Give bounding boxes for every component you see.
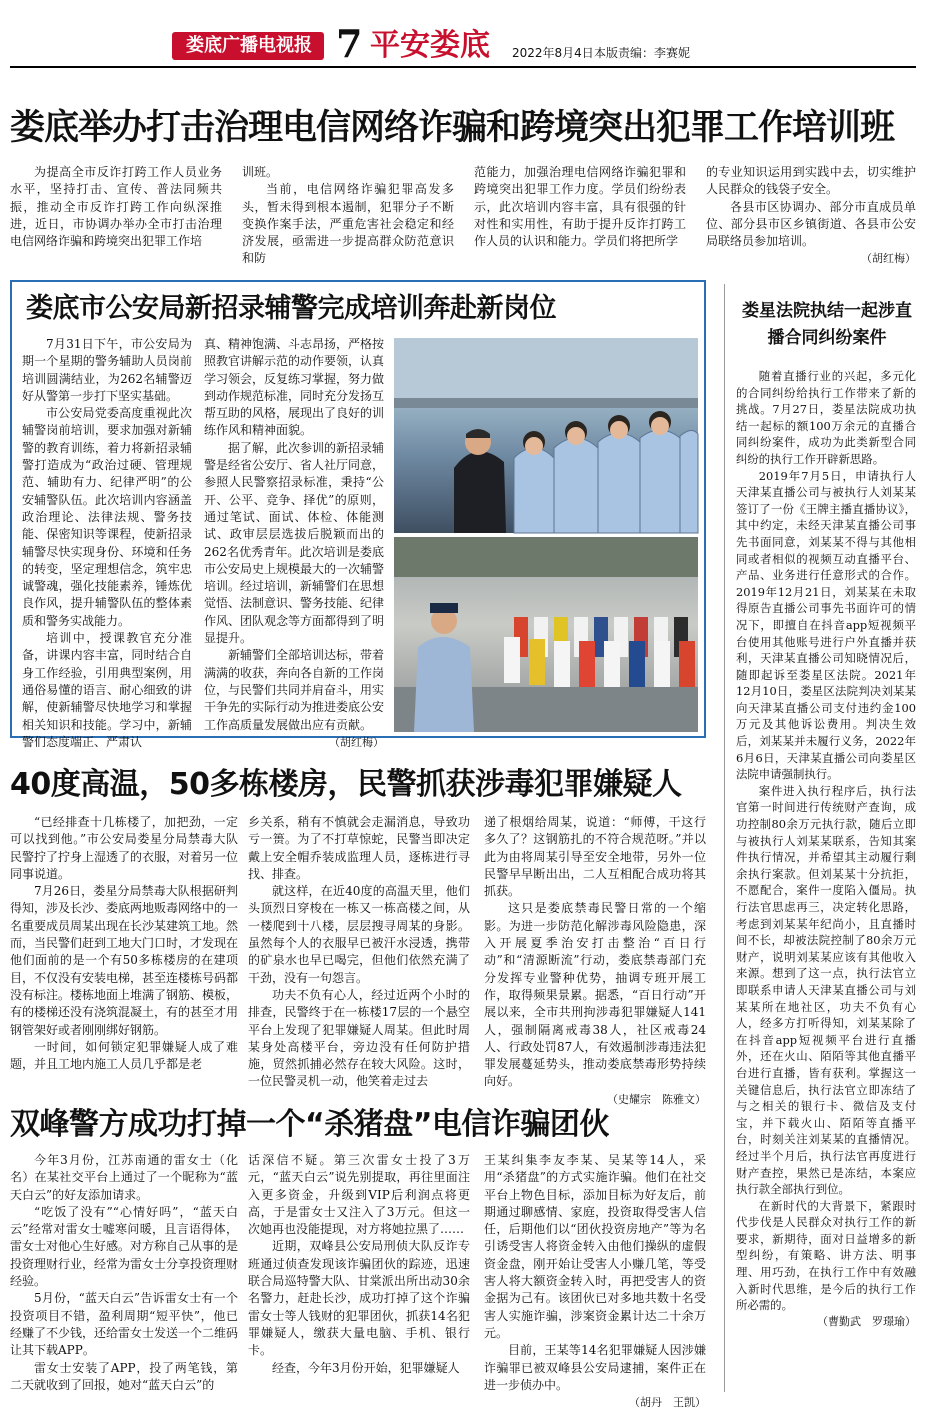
- article4-title: 双峰警方成功打掉一个“杀猪盘”电信诈骗团伙: [10, 1107, 609, 1142]
- article1-col2: 训班。 当前，电信网络诈骗犯罪高发多头，暂未得到根本遏制，犯罪分子不断变换作案手法，严重危害社会稳定和经济发展，亟需进一步提高群众防范意识和防: [242, 165, 454, 266]
- article1-title: 娄底举办打击治理电信网络诈骗和跨境突出犯罪工作培训班: [10, 108, 895, 148]
- masthead: [0, 0, 926, 70]
- formation-photo: [394, 537, 698, 732]
- article3-author: （史耀宗 陈雅文）: [607, 1092, 706, 1106]
- article1-col1: 为提高全市反诈打跨工作人员业务水平，坚持打击、宣传、普法同频共振，推动全市反诈打跨工作向纵深推进，近日，市协调办举办全市打击治理电信网络诈骗和跨境突出犯罪工作培: [10, 165, 222, 249]
- training-class-photo: [394, 338, 698, 533]
- article3-title: 40度高温，50多栋楼房，民警抓获涉毒犯罪嫌疑人: [10, 767, 682, 802]
- masthead-rule: [10, 66, 916, 68]
- page-number: 7: [336, 21, 363, 66]
- article2-col2: 真、精神饱满、斗志昂扬，严格按照教官讲解示范的动作要领，认真学习领会，反复练习掌握，努力做到动作规范标准，同时充分发扬互帮互助的风格，展现出了良好的训练作风和精神面貌。 据了解，此次参训的新招录辅警是经省公安厅、省人社厅同意，参照人民警察招录标准，秉持“公开、公平、竞争、择优”的原则，通过笔试、面试、体检、体能测试、政审层层选拔后脱颖而出的262名优秀青年。此次培训是娄底市公安局史上规模最大的一次辅警培训。经过培训，新辅警们在思想觉悟、法制意识、警务技能、纪律作风、团队观念等方面都得到了明显提升。 新辅警们全部培训达标，带着满满的收获，奔向各自新的工作岗位，与民警们共同并肩奋斗，用实干争先的实际行动为推进娄底公安工作高质量发展做出应有贡献。 （胡红梅）: [204, 336, 384, 730]
- article3-col1: “已经排查十几栋楼了，加把劲，一定可以找到他。”市公安局娄星分局禁毒大队民警拧了拧身上湿透了的衣服，对着另一位同事说道。 7月26日，娄星分局禁毒大队根据研判得知，涉及长沙、娄底两地贩毒网络中的一名重要成员周某出现在长沙某建筑工地。然而，当民警们赶到工地大门口时，才发现在他们面前的是一个有50多栋楼房的在建项目，不仅没有安装电梯，甚至连楼栋号码都没有标注。楼栋地面上堆满了钢筋、模板，有的楼梯还没有浇筑混凝土，有的甚至才用钢管架好或者刚刚绑好钢筋。 一时间，如何锁定犯罪嫌疑人成了难题，并且工地内施工人员几乎都是老: [10, 815, 239, 1072]
- article4-col1: 今年3月份，江苏南通的雷女士（化名）在某社交平台上通过了一个昵称为“蓝天白云”的好友添加请求。 “吃饭了没有”“心情好吗”，“蓝天白云”经常对雷女士嘘寒问暖，且言语得体，雷女士对他心生好感。对方称自己从事的是投资理财行业，经常为雷女士分享投资理财经验。 5月份，“蓝天白云”告诉雷女士有一个投资项目不错，盈利周期“短平快”，他已经赚了不少钱，还给雷女士发送一个二维码让其下载APP。 雷女士安装了APP，投了两笔钱，第二天就收到了回报，她对“蓝天白云”的: [10, 1153, 239, 1392]
- article1-col3: 范能力，加强治理电信网络诈骗犯罪和跨境突出犯罪工作力度。学员们纷纷表示，此次培训内容丰富，具有很强的针对性和实用性，有助于提升反诈打跨工作人员的认识和能力。学员们将把所学: [474, 165, 686, 249]
- article2-col1: 7月31日下午，市公安局为期一个星期的警务辅助人员岗前培训圆满结业，为262名辅警迈好从警第一步打下坚实基础。 市公安局党委高度重视此次辅警岗前培训，要求加强对新辅警的教育训练，着力将新招录辅警打造成为“政治过硬、管理规范、辅助有力、纪律严明”的公安辅警队伍。此次培训内容涵盖政治理论、法律法规、警务技能、保密知识等课程，使新招录辅警尽快实现身份、环境和任务的转变，坚定理想信念，筑牢忠诚警魂，强化技能素养，锤炼优良作风，提升辅警队伍的整体素质和警务实战能力。 培训中，授课教官充分准备，讲课内容丰富，同时结合自身工作经验，引用典型案例，用通俗易懂的语言、耐心细致的讲解，使新辅警尽快地学习和掌握相关知识和技能。学习中，新辅警们态度端正、严肃认: [22, 337, 192, 749]
- sidebar-body: 随着直播行业的兴起，多元化的合同纠纷给执行工作带来了新的挑战。7月27日，娄星法院成功执结一起标的额100万余元的直播合同纠纷案件，成功为此类新型合同纠纷的执行工作开辟新思路。 2019年7月5日，申请执行人天津某直播公司与被执行人刘某某签订了一份《王牌主播直播协议》，其中约定，未经天津某直播公司事先书面同意，刘某某不得与其他相同或者相似的视频互动直播平台、产品、业务进行任意形式的合作。2019年12月21日，刘某某在未取得原告直播公司事先书面许可的情况下，即擅自在抖音app短视频平台使用其他账号进行户外直播并获利，天津某直播公司知晓情况后，随即起诉至娄星区法院。2021年12月10日，娄星区法院判决刘某某向天津某直播公司支付违约金100万元及其他诉讼费用。判决生效后，刘某某并未履行义务，2022年6月6日，天津某直播公司向娄星区法院申请强制执行。 案件进入执行程序后，执行法官第一时间进行传统财产查询，成功控制80余万元执行款，随后立即与被执行人刘某某联系，告知其案件执行情况，并希望其主动履行剩余执行案款。但刘某某十分抗拒，不愿配合，案件一度陷入僵局。执行法官思虑再三，决定转化思路，考虑到刘某某年纪尚小，且直播时间不长，却被法院控制了80余万元财产，说明刘某某应该有其他收入来源。想到了这一点，执行法官立即联系申请人天津某直播公司与刘某某所在地社区，功夫不负有心人，经多方打听得知，刘某某除了在抖音app短视频平台进行直播外，还在火山、陌陌等其他直播平台进行直播，皆有获利。掌握这一关键信息后，执行法官立即冻结了与之相关的银行卡、微信及支付宝，并下载火山、陌陌等直播平台，时刻关注刘某某的直播情况。经过半个月后，执行法官再度进行财产查控，果然已是冻结，本案应执行款全部执行到位。 在新时代的大背景下，紧跟时代步伐是人民群众对执行工作的新要求，新期待，面对日益增多的新型纠纷，有策略、讲方法、明事理、用巧劲，在执行工作中有效融入新时代思维，是今后的执行工作所必需的。 （曹勤武 罗璟瑜）: [736, 368, 916, 1394]
- sidebar-author: （曹勤武 罗璟瑜）: [817, 1314, 916, 1328]
- article3-col2: 乡关系，稍有不慎就会走漏消息，导致功亏一篑。为了不打草惊蛇，民警当即决定戴上安全帽乔装成监理人员，逐栋进行寻找、排查。 就这样，在近40度的高温天里，他们头顶烈日穿梭在一栋又一栋高楼之间，从一楼爬到十八楼，层层搜寻周某的身影。虽然每个人的衣服早已被汗水浸透，携带的矿泉水也早已喝完，但他们依然充满了干劲，没有一句怨言。 功夫不负有心人，经过近两个小时的排查，民警终于在一栋楼17层的一个悬空平台上发现了犯罪嫌疑人周某。但此时周某身处高楼平台，旁边没有任何防护措施，贸然抓捕必然存在较大风险。这时，一位民警灵机一动，他笑着走过去: [248, 815, 470, 1089]
- article1-author: （胡红梅）: [861, 252, 916, 266]
- section-title: 平安娄底: [370, 28, 490, 63]
- paper-name: 娄底广播电视报: [186, 35, 312, 56]
- masthead-date: 2022年8月4日: [512, 46, 594, 60]
- sidebar-divider: [724, 284, 725, 1392]
- sidebar-title: 娄星法院执结一起涉直播合同纠纷案件: [742, 301, 912, 348]
- article2-author: （胡红梅）: [329, 735, 384, 749]
- article4-col3: 王某纠集李友李某、吴某等14人，采用“杀猪盘”的方式实施诈骗。他们在社交平台上物色目标，添加目标为好友后，前期通过聊感情、家庭，投资取得受害人信任，后期他们以“团伙投资房地产”等为名引诱受害人将资金转入由他们操纵的虚假资金盘，刚开始让受害人小赚几笔，等受害人将大额资金转入时，再把受害人的资金据为己有。该团伙已对多地共数十名受害人实施诈骗，涉案资金累计达二十余万元。 目前，王某等14名犯罪嫌疑人因涉嫌诈骗罪已被双峰县公安局逮捕，案件正在进一步侦办中。 （胡丹 王凯）: [484, 1152, 706, 1392]
- article4-col2: 话深信不疑。第三次雷女士投了3万元，“蓝天白云”说先别提取，再往里面注入更多资金，升级到VIP后利润点将更高，于是雷女士又注入了3万元。但这一次她再也没能提现，对方将她拉黑了…… 近期，双峰县公安局刑侦大队反诈专班通过侦查发现该诈骗团伙的踪迹，迅速联合局巡特警大队、甘棠派出所出动30余名警力，赶赴长沙，成功打掉了这个诈骗雷女士等人钱财的犯罪团伙，抓获14名犯罪嫌疑人，缴获大量电脑、手机、银行卡。 经查，今年3月份开始，犯罪嫌疑人: [248, 1153, 470, 1375]
- article1-col4: 的专业知识运用到实践中去，切实维护人民群众的钱袋子安全。 各县市区协调办、部分市直成员单位、部分县市区乡镇街道、各县市公安局联络员参加培训。 （胡红梅）: [706, 164, 916, 272]
- training-class-illustration: [394, 338, 698, 533]
- formation-illustration: [394, 537, 698, 732]
- masthead-editor: 本版责编：李赛妮: [594, 46, 691, 60]
- article3-col3: 递了根烟给周某，说道：“师傅，干这行多久了？这钢筋扎的不符合规范呀。”并以此为由将周某引导至安全地带，另外一位民警早早断出出，二人互相配合成功将其抓获。 这只是娄底禁毒民警日常的一个缩影。为进一步防范化解涉毒风险隐患，深入开展夏季治安打击整治“百日行动”和“清源断流”行动，娄底禁毒部门充分发挥专业警种优势，抽调专班开展工作，取得频果景累。据悉，“百日行动”开展以来，全市共刑拘涉毒犯罪嫌疑人141人，强制隔离戒毒38人，社区戒毒24人、行政处罚87人，有效遏制涉毒违法犯罪发展蔓延势头，推动娄底禁毒形势持续向好。 （史耀宗 陈雅文）: [484, 814, 706, 1098]
- article2-title: 娄底市公安局新招录辅警完成培训奔赴新岗位: [26, 293, 556, 324]
- article4-author: （胡丹 王凯）: [629, 1396, 706, 1410]
